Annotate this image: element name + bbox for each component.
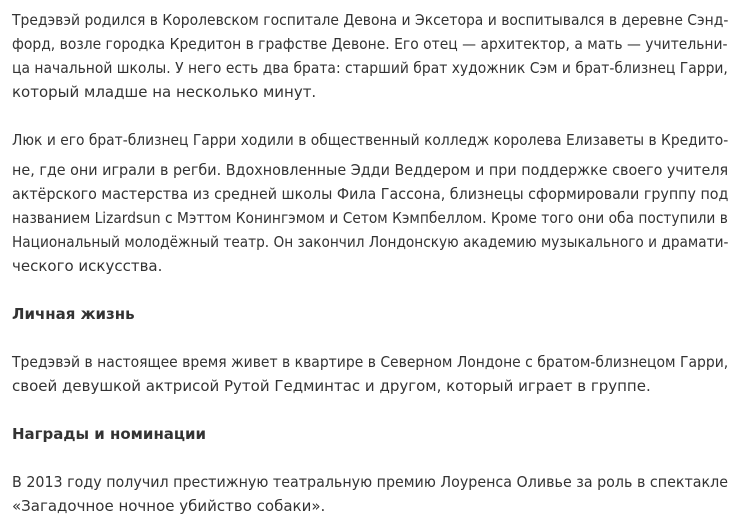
paragraph-line: «Загадочное ночное убийство собаки». <box>12 497 326 515</box>
paragraph-line: названием Lizardsun с Мэттом Конингэмом и Сетом Кэмпбеллом. Кроме того они оба поступили в <box>12 209 728 227</box>
paragraph-line: В 2013 году получил престижную театральную премию Лоуренса Оливье за роль в спектакле <box>12 473 729 491</box>
paragraph-line: Тредэвэй в настоящее время живет в квартире в Северном Лондоне с братом-близнецом Гарри, <box>12 353 729 371</box>
paragraph-line: форд, возле городка Кредитон в графстве Девоне. Его отец — архитектор, а мать — учительни- <box>12 35 728 53</box>
paragraph-line: Национальный молодёжный театр. Он закончил Лондонскую академию музыкального и драмати- <box>12 233 729 251</box>
paragraph-line: актёрского мастерства из средней школы Фила Гассона, близнецы сформировали группу под <box>12 185 729 203</box>
section-heading: Личная жизнь <box>12 305 135 323</box>
paragraph-line: ца начальной школы. У него есть два брата: старший брат художник Сэм и брат-близнец Гарри, <box>12 59 728 77</box>
paragraph-line: не, где они играли в регби. Вдохновленные Эдди Веддером и при поддержке своего учителя <box>12 161 729 179</box>
paragraph-line: Люк и его брат-близнец Гарри ходили в общественный колледж королева Елизаветы в Кредито- <box>12 131 729 149</box>
paragraph-line: своей девушкой актрисой Рутой Гедминтас и другом, который играет в группе. <box>12 377 651 395</box>
paragraph-line: Тредэвэй родился в Королевском госпитале Девона и Эксетора и воспитывался в деревне Сэнд- <box>12 11 729 29</box>
paragraph-line: ческого искусства. <box>12 257 163 275</box>
section-heading: Награды и номинации <box>12 425 207 443</box>
paragraph-line: который младше на несколько минут. <box>12 83 317 101</box>
